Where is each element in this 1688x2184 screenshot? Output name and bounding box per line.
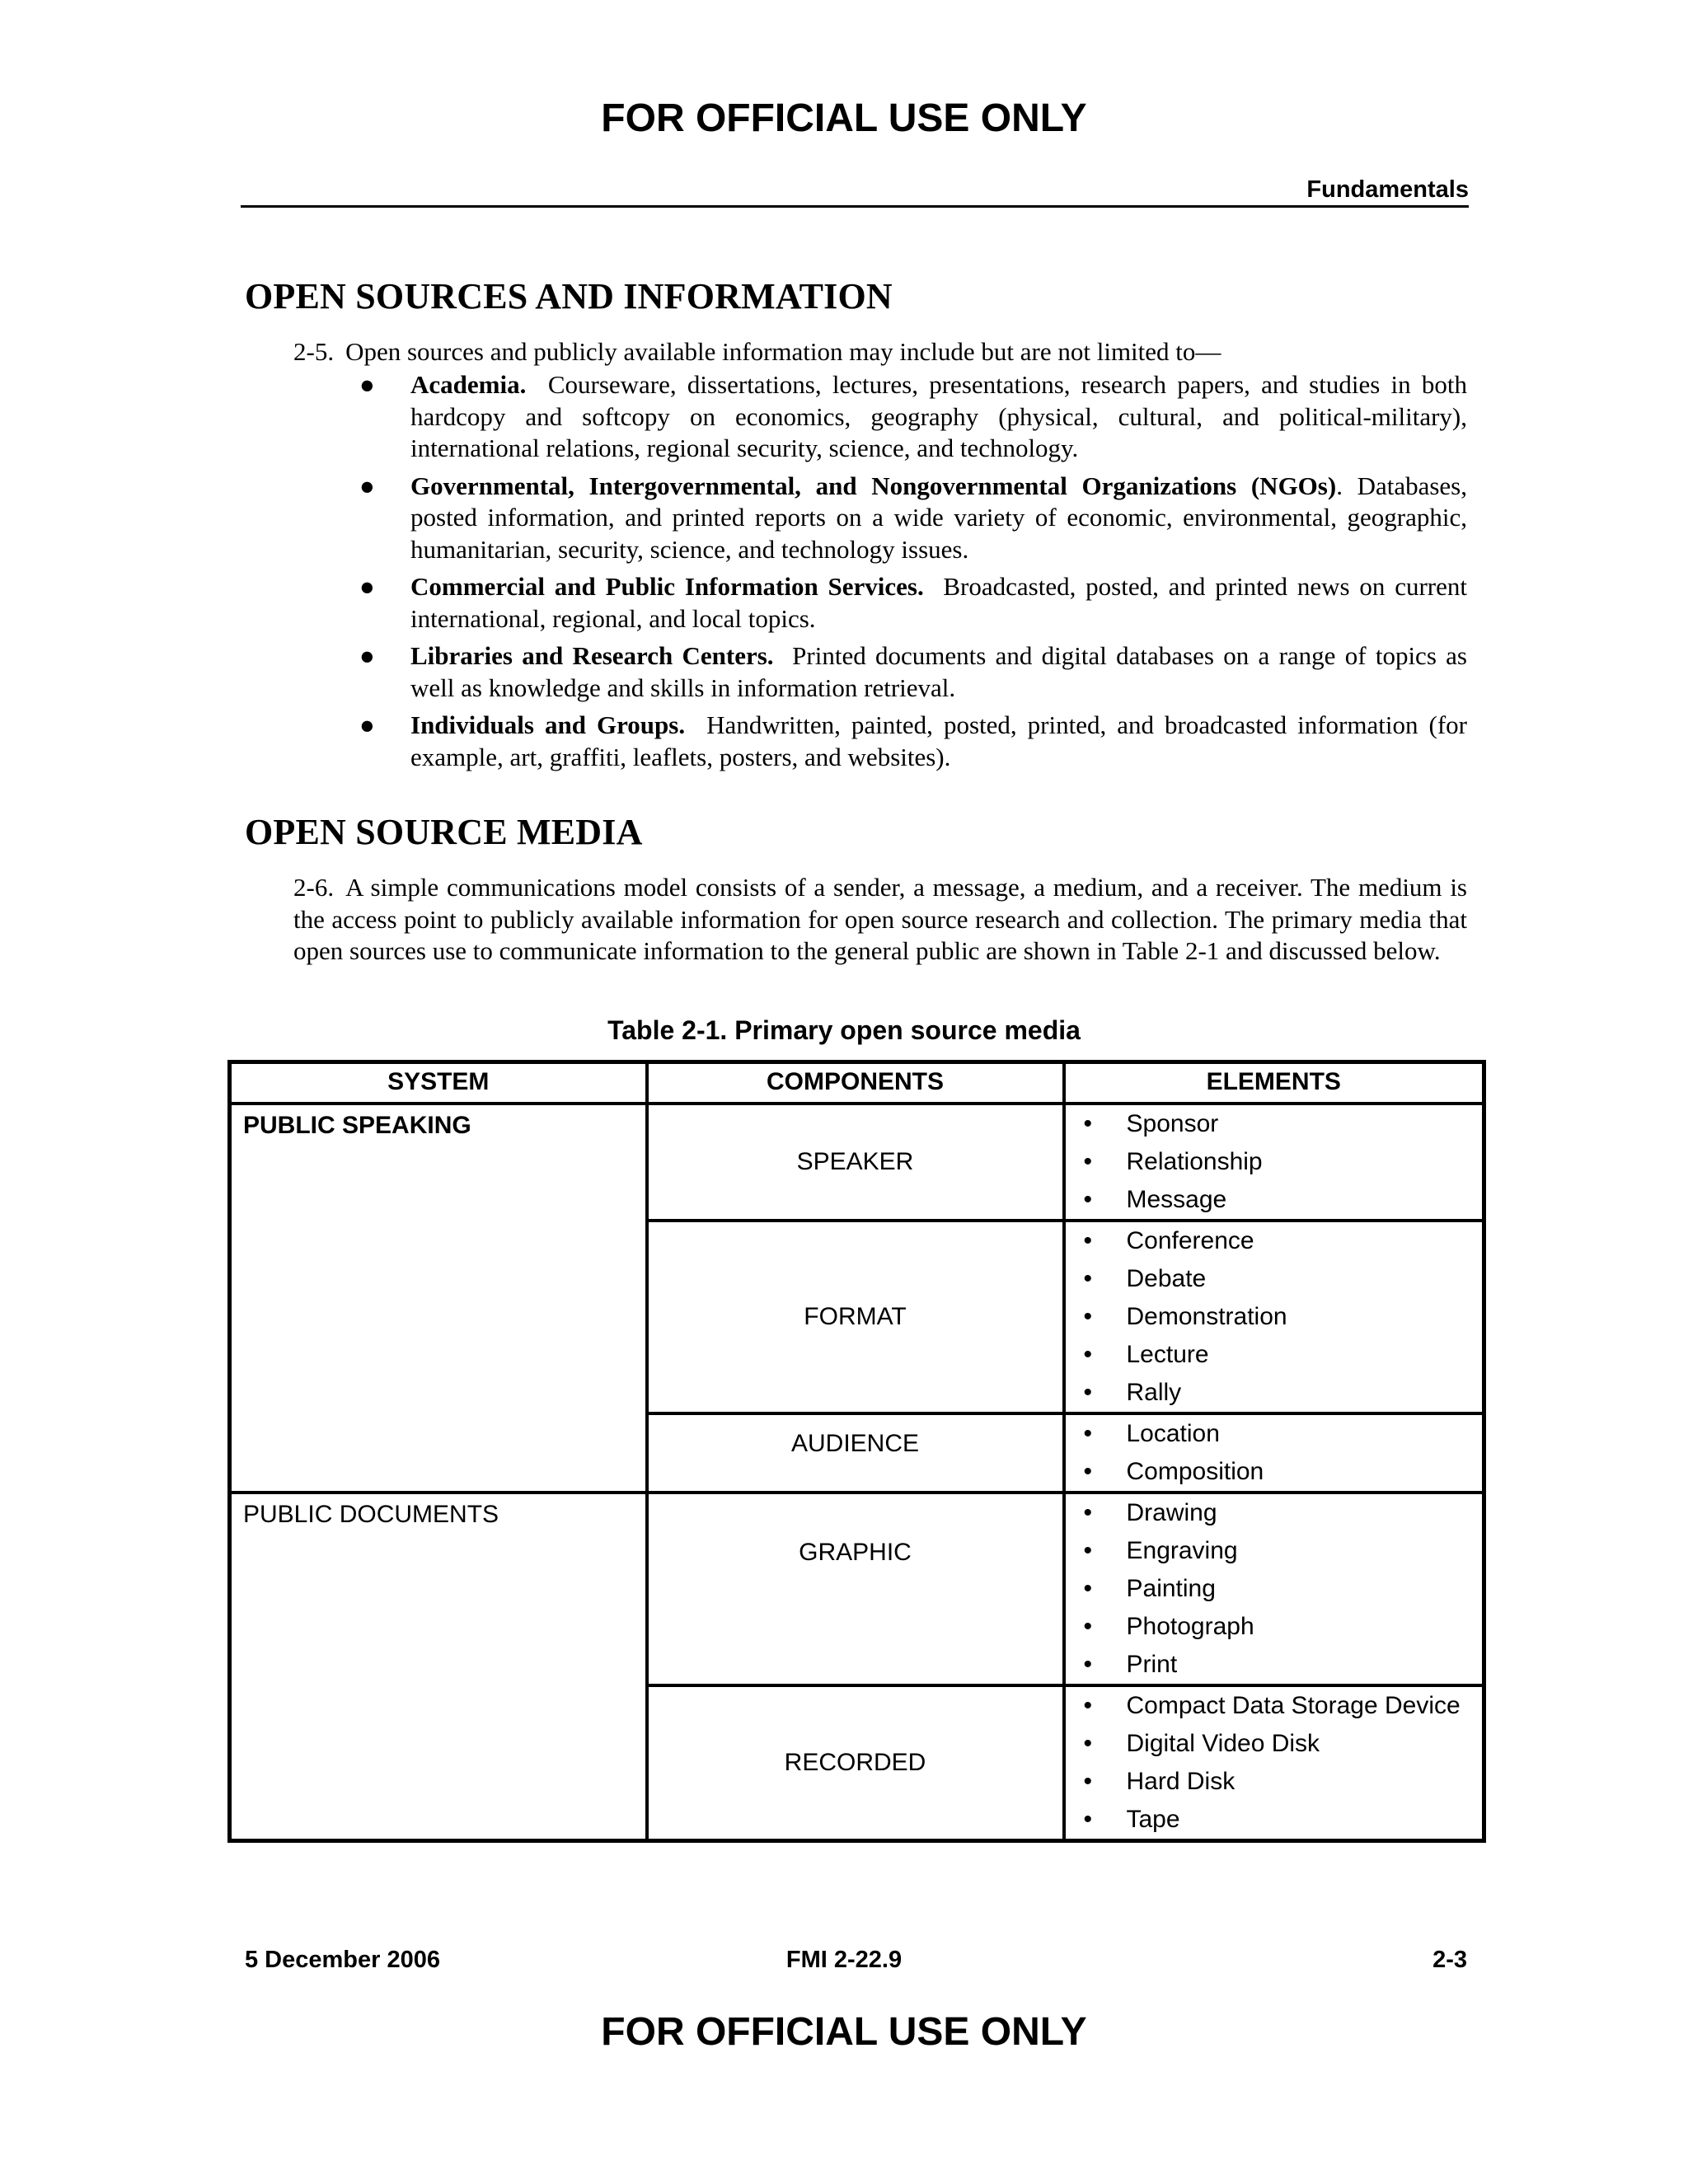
paragraph-text: A simple communications model consists of a sender, a message, a medium, and a receiver. The medium is the access point to publicly available information for open source research and collection. The primary media that open sources use to communicate information to the general public are shown in Table 2-1 and discussed below. <box>293 873 1467 965</box>
elements-cell <box>1064 1104 1484 1221</box>
column-header-components: COMPONENTS <box>647 1062 1064 1104</box>
list-item: • Engraving <box>1066 1532 1483 1570</box>
list-item: • Relationship <box>1066 1143 1483 1181</box>
paragraph-2-6 <box>293 872 1467 968</box>
list-item <box>354 571 1467 635</box>
list-item-term: Commercial and Public Information Services. <box>410 572 924 601</box>
list-item-text: Courseware, dissertations, lectures, presentations, research papers, and studies in both hardcopy and softcopy on economics, geography (physical, cultural, and political-military), international relations, regional security, science, and technology. <box>410 370 1467 462</box>
bullet-icon: ● <box>359 471 375 500</box>
element-list <box>1066 1494 1483 1684</box>
list-item: • Message <box>1066 1181 1483 1219</box>
element-list <box>1066 1105 1483 1219</box>
bullet-icon: • <box>1083 1768 1093 1795</box>
source-bullet-list <box>354 369 1467 779</box>
bullet-icon: • <box>1083 1420 1093 1447</box>
list-item-text: . Databases, posted information, and printed reports on a wide variety of economic, environmental, geographic, humanitarian, security, science, and technology issues. <box>410 471 1467 564</box>
bullet-icon: ● <box>359 710 375 739</box>
bullet-icon: • <box>1083 1537 1093 1564</box>
bullet-icon: • <box>1083 1379 1093 1406</box>
elements-cell <box>1064 1221 1484 1413</box>
classification-banner-top: FOR OFFICIAL USE ONLY <box>601 96 1087 140</box>
list-item: • Digital Video Disk <box>1066 1725 1483 1763</box>
bullet-icon: • <box>1083 1575 1093 1602</box>
list-item: • Drawing <box>1066 1494 1483 1532</box>
running-head: Fundamentals <box>1306 176 1469 203</box>
bullet-icon: • <box>1083 1651 1093 1678</box>
bullet-icon: ● <box>359 572 375 601</box>
bullet-icon: • <box>1083 1186 1093 1213</box>
table-header-row <box>230 1062 1484 1104</box>
table-caption: Table 2-1. Primary open source media <box>607 1015 1081 1045</box>
list-item: • Sponsor <box>1066 1105 1483 1143</box>
paragraph-2-5 <box>293 336 1467 368</box>
element-list <box>1066 1687 1483 1839</box>
list-item: • Conference <box>1066 1222 1483 1260</box>
paragraph-number: 2-6. <box>293 873 335 902</box>
list-item: • Tape <box>1066 1801 1483 1839</box>
paragraph-text: Open sources and publicly available information may include but are not limited to— <box>345 337 1221 366</box>
element-list <box>1066 1415 1483 1491</box>
bullet-icon: • <box>1083 1692 1093 1719</box>
list-item: • Photograph <box>1066 1608 1483 1646</box>
list-item: • Composition <box>1066 1453 1483 1491</box>
list-item: • Painting <box>1066 1570 1483 1608</box>
component-cell: RECORDED <box>647 1685 1064 1841</box>
list-item: • Demonstration <box>1066 1298 1483 1336</box>
classification-banner-bottom: FOR OFFICIAL USE ONLY <box>601 2010 1087 2054</box>
table-row <box>230 1493 1484 1685</box>
elements-cell <box>1064 1493 1484 1685</box>
bullet-icon: • <box>1083 1265 1093 1292</box>
list-item-text: Printed documents and digital databases on a range of topics as well as knowledge and skills in information retrieval. <box>410 641 1467 702</box>
list-item: • Compact Data Storage Device <box>1066 1687 1483 1725</box>
element-list <box>1066 1222 1483 1412</box>
elements-cell <box>1064 1685 1484 1841</box>
list-item: • Hard Disk <box>1066 1763 1483 1801</box>
system-cell: PUBLIC SPEAKING <box>230 1104 647 1493</box>
list-item: • Lecture <box>1066 1336 1483 1374</box>
section-heading-open-sources: OPEN SOURCES AND INFORMATION <box>245 276 893 316</box>
list-item-term: Individuals and Groups. <box>410 710 686 739</box>
table-row <box>230 1104 1484 1221</box>
bullet-icon: • <box>1083 1806 1093 1833</box>
elements-cell <box>1064 1413 1484 1493</box>
list-item-term: Academia. <box>410 370 527 399</box>
bullet-icon: • <box>1083 1730 1093 1757</box>
bullet-icon: • <box>1083 1227 1093 1254</box>
list-item-text: Handwritten, painted, posted, printed, and broadcasted information (for example, art, graffiti, leaflets, posters, and websites). <box>410 710 1467 771</box>
list-item <box>354 710 1467 773</box>
list-item-term: Governmental, Intergovernmental, and Nongovernmental Organizations (NGOs) <box>410 471 1337 500</box>
bullet-icon: • <box>1083 1303 1093 1330</box>
column-header-elements: ELEMENTS <box>1064 1062 1484 1104</box>
bullet-icon: • <box>1083 1613 1093 1640</box>
footer-doc-id: FMI 2-22.9 <box>785 1947 903 1973</box>
bullet-icon: ● <box>359 641 375 670</box>
list-item-term: Libraries and Research Centers. <box>410 641 774 670</box>
list-item <box>354 471 1467 566</box>
column-header-system: SYSTEM <box>230 1062 647 1104</box>
bullet-icon: • <box>1083 1110 1093 1137</box>
list-item: • Print <box>1066 1646 1483 1684</box>
system-cell: PUBLIC DOCUMENTS <box>230 1493 647 1841</box>
list-item: • Debate <box>1066 1260 1483 1298</box>
section-heading-open-source-media: OPEN SOURCE MEDIA <box>245 812 643 852</box>
list-item: • Location <box>1066 1415 1483 1453</box>
paragraph-number: 2-5. <box>293 337 335 366</box>
list-item <box>354 369 1467 465</box>
list-item <box>354 640 1467 704</box>
list-item-text: Broadcasted, posted, and printed news on current international, regional, and local topics. <box>410 572 1467 633</box>
header-rule <box>241 205 1469 208</box>
bullet-icon: • <box>1083 1341 1093 1368</box>
list-item: • Rally <box>1066 1374 1483 1412</box>
bullet-icon: ● <box>359 370 375 399</box>
bullet-icon: • <box>1083 1148 1093 1175</box>
component-cell: SPEAKER <box>647 1104 1064 1221</box>
bullet-icon: • <box>1083 1458 1093 1485</box>
footer-date: 5 December 2006 <box>245 1947 440 1973</box>
footer-page-number: 2-3 <box>1432 1947 1467 1973</box>
primary-media-table <box>227 1060 1486 1843</box>
component-cell: FORMAT <box>647 1221 1064 1413</box>
bullet-icon: • <box>1083 1499 1093 1526</box>
component-cell: AUDIENCE <box>647 1413 1064 1493</box>
component-cell: GRAPHIC <box>647 1493 1064 1685</box>
